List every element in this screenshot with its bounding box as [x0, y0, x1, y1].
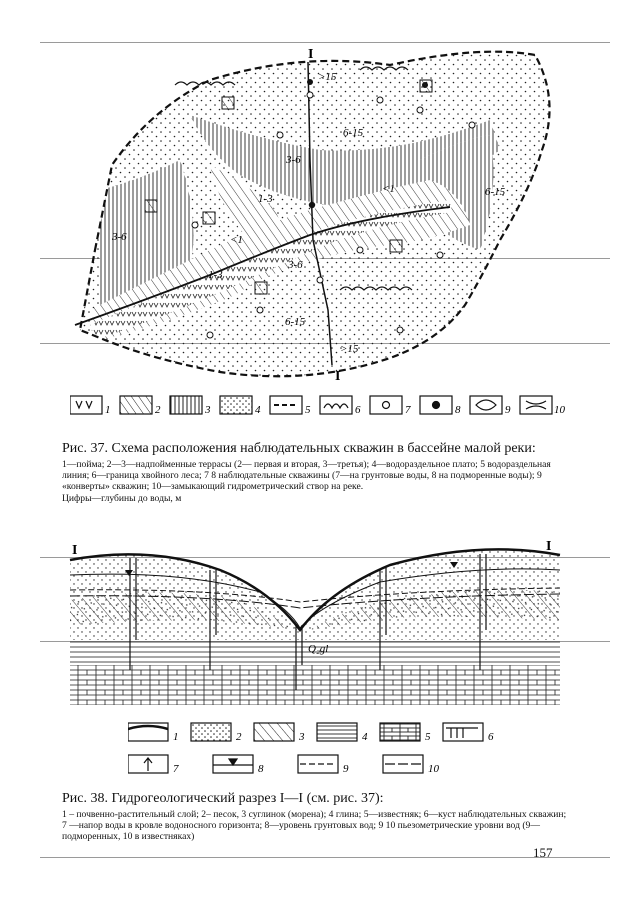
legend-swatch-plateau — [220, 396, 252, 414]
legend-number: 5 — [425, 731, 431, 743]
depth-label: >15 — [318, 71, 337, 83]
legend-number: 9 — [343, 763, 349, 775]
page-number: 157 — [533, 845, 553, 860]
figure-37-legend — [70, 393, 570, 421]
section-mark-west: I — [72, 543, 78, 558]
caption-legend-description: 1—пойма; 2—3—надпойменные террасы (2— первая и вторая, 3—третья); 4—водораздельное плато; 5 водораздельная линия; 6—граница хвойного леса; 7 8 наблюдательные скважины (7—на грунтовые воды, 8 на подморенные воды); 9 «конверты» скважин; 10—замыкающий гидрометрический створ на реке. — [62, 459, 551, 493]
legend-swatch-lower-terraces — [120, 396, 152, 414]
depth-label: 1-3 — [258, 193, 273, 205]
depth-label: 3-6 — [286, 154, 301, 166]
depth-label: 6-15 — [285, 316, 306, 328]
figure-38-legend-row-1 — [128, 720, 528, 748]
depth-label: <1 — [382, 183, 395, 195]
section-mark-east: I — [546, 539, 552, 554]
legend-swatch-forest-boundary — [320, 396, 352, 414]
figure-37-map — [60, 40, 560, 385]
depth-label: 6-15 — [485, 186, 506, 198]
depth-label: 3-6 — [112, 231, 127, 243]
legend-number: 6 — [355, 404, 361, 416]
legend-number: 3 — [205, 404, 211, 416]
figure-38-caption — [62, 790, 572, 843]
legend-number: 6 — [488, 731, 494, 743]
depth-label: <1 — [230, 234, 243, 246]
legend-number: 4 — [362, 731, 368, 743]
depth-label: 1-3 — [208, 269, 223, 281]
legend-number: 2 — [236, 731, 242, 743]
formation-label: Q₂gl — [308, 643, 329, 655]
legend-number: 9 — [505, 404, 511, 416]
legend-number: 8 — [455, 404, 461, 416]
depth-label: >15 — [340, 343, 359, 355]
legend-number: 4 — [255, 404, 261, 416]
limestone-layer — [70, 665, 560, 705]
legend-swatch-limestone — [380, 723, 420, 741]
figure-37-caption — [62, 440, 572, 504]
section-mark-north: I — [308, 47, 314, 62]
legend-number: 3 — [299, 731, 305, 743]
legend-number: 8 — [258, 763, 264, 775]
legend-swatch-well-envelope — [470, 396, 502, 414]
legend-number: 2 — [155, 404, 161, 416]
caption-text: 1 – почвенно-растительный слой; 2– песок, 3 суглинок (морена); 4 глина; 5—известняк; 6—куст наблюдательных скважин; 7 —напор воды в кровле водоносного горизонта; 8—уровень грунтовых вод; 9 10 пьезометрические уровни вод (9—подморенных, 10 в известняках) — [62, 809, 567, 843]
rule-line — [40, 857, 610, 858]
legend-number: 1 — [173, 731, 179, 743]
legend-number: 10 — [428, 763, 439, 775]
caption-title: Рис. 37. Схема расположения наблюдательных скважин в бассейне малой реки: — [62, 441, 536, 456]
legend-number: 7 — [405, 404, 411, 416]
figure-38-legend-row-2 — [128, 752, 468, 780]
section-mark-south: I — [335, 369, 341, 384]
legend-number: 10 — [554, 404, 565, 416]
caption-depth-note: Цифры—глубины до воды, м — [62, 492, 182, 504]
legend-swatch-clay — [317, 723, 357, 741]
caption-text — [62, 459, 572, 504]
depth-label: 3-6 — [288, 259, 303, 271]
legend-number: 7 — [173, 763, 179, 775]
depth-label: 6-15 — [343, 127, 364, 139]
legend-swatch-gauging-site — [520, 396, 552, 414]
legend-swatch-third-terrace — [170, 396, 202, 414]
legend-swatch-loam — [254, 723, 294, 741]
legend-number: 1 — [105, 404, 111, 416]
legend-number: 5 — [305, 404, 311, 416]
figure-38-cross-section — [60, 530, 565, 710]
caption-title: Рис. 38. Гидрогеологический разрез I—I (см. рис. 37): — [62, 791, 384, 806]
legend-swatch-floodplain — [70, 396, 102, 414]
legend-swatch-sand — [191, 723, 231, 741]
